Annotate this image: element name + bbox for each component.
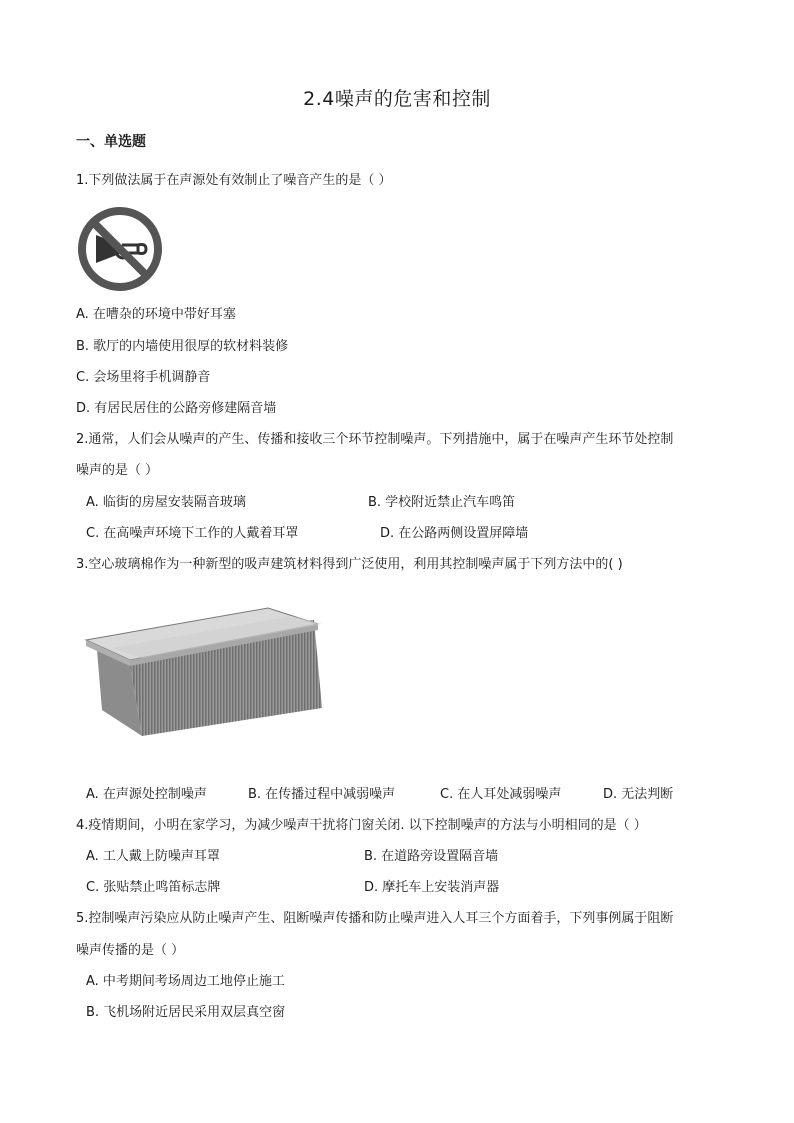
q3-option-c: C. 在人耳处减弱噪声 bbox=[440, 787, 562, 802]
q5-option-a: A. 中考期间考场周边工地停止施工 bbox=[86, 974, 285, 989]
glass-wool-boards-image bbox=[82, 590, 330, 740]
q5-option-b: B. 飞机场附近居民采用双层真空窗 bbox=[86, 1005, 286, 1020]
q4-option-c: C. 张贴禁止鸣笛标志牌 bbox=[86, 880, 221, 895]
q4-option-b: B. 在道路旁设置隔音墙 bbox=[364, 849, 499, 864]
q3-option-b: B. 在传播过程中减弱噪声 bbox=[248, 787, 396, 802]
q3-option-a: A. 在声源处控制噪声 bbox=[86, 787, 207, 802]
question-5-stem-line2: 噪声传播的是（ ） bbox=[76, 943, 185, 958]
q1-option-c: C. 会场里将手机调静音 bbox=[76, 370, 211, 385]
q1-option-a: A. 在嘈杂的环境中带好耳塞 bbox=[76, 307, 236, 322]
page-title: 2.4噪声的危害和控制 bbox=[303, 88, 491, 110]
q2-option-c: C. 在高噪声环境下工作的人戴着耳罩 bbox=[86, 526, 299, 541]
question-1-stem: 1.下列做法属于在声源处有效制止了噪音产生的是（ ） bbox=[76, 173, 392, 188]
q1-option-b: B. 歌厅的内墙使用很厚的软材料装修 bbox=[76, 339, 289, 354]
q2-option-a: A. 临街的房屋安装隔音玻璃 bbox=[86, 495, 246, 510]
question-2-stem-line2: 噪声的是（ ） bbox=[76, 463, 159, 478]
q2-option-b: B. 学校附近禁止汽车鸣笛 bbox=[368, 495, 516, 510]
question-5-stem-line1: 5.控制噪声污染应从防止噪声产生、阻断噪声传播和防止噪声进入人耳三个方面着手，下列事例属于阻断 bbox=[76, 911, 674, 926]
q3-option-d: D. 无法判断 bbox=[603, 787, 674, 802]
section-heading: 一、单选题 bbox=[76, 134, 146, 150]
q2-option-d: D. 在公路两侧设置屏障墙 bbox=[380, 526, 529, 541]
question-3-stem: 3.空心玻璃棉作为一种新型的吸声建筑材料得到广泛使用，利用其控制噪声属于下列方法中的( ) bbox=[76, 557, 623, 572]
q1-option-d: D. 有居民居住的公路旁修建隔音墙 bbox=[76, 401, 277, 416]
question-4-stem: 4.疫情期间，小明在家学习，为减少噪声干扰将门窗关闭. 以下控制噪声的方法与小明相同的是（ ） bbox=[76, 818, 647, 833]
no-horn-sign-icon bbox=[76, 205, 164, 293]
question-2-stem-line1: 2.通常，人们会从噪声的产生、传播和接收三个环节控制噪声。下列措施中，属于在噪声产生环节处控制 bbox=[76, 432, 674, 447]
q4-option-a: A. 工人戴上防噪声耳罩 bbox=[86, 849, 220, 864]
q4-option-d: D. 摩托车上安装消声器 bbox=[364, 880, 500, 895]
